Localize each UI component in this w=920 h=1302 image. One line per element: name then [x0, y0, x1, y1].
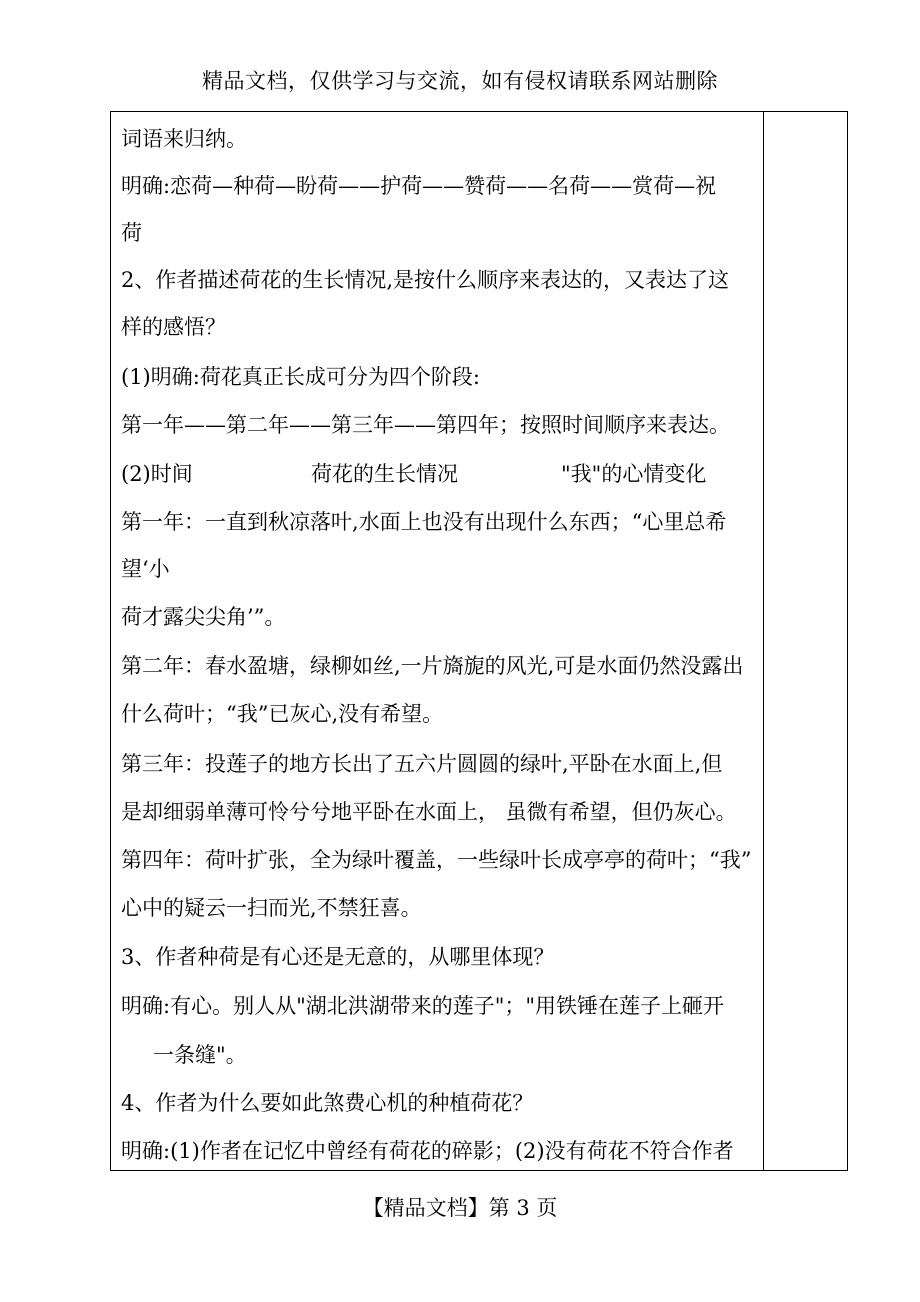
- text-line: 第三年：投莲子的地方长出了五六片圆圆的绿叶,平卧在水面上,但: [121, 752, 723, 776]
- page-footer: 【精品文档】第 3 页: [362, 1196, 558, 1220]
- text-line: 词语来归纳。: [121, 127, 247, 151]
- column-label-growth: 荷花的生长情况: [311, 462, 458, 486]
- text-line: 第四年：荷叶扩张，全为绿叶覆盖，一些绿叶长成亭亭的荷叶；“我”: [121, 848, 752, 872]
- text-line: 第一年：一直到秋凉落叶,水面上也没有出现什么东西；“心里总希: [121, 510, 727, 534]
- text-line: 荷: [121, 221, 142, 245]
- text-line: 望‘小: [121, 557, 170, 581]
- text-line: 明确:(1)作者在记忆中曾经有荷花的碎影；(2)没有荷花不符合作者: [121, 1139, 734, 1163]
- page-header: 精品文档，仅供学习与交流，如有侵权请联系网站删除: [202, 69, 718, 93]
- text-line: 是却细弱单薄可怜兮兮地平卧在水面上， 虽微有希望，但仍灰心。: [121, 800, 737, 824]
- text-line: 3、作者种荷是有心还是无意的，从哪里体现？: [121, 945, 555, 969]
- text-line: 一条缝"。: [153, 1043, 247, 1067]
- text-line: (1)明确:荷花真正长成可分为四个阶段:: [121, 365, 480, 389]
- text-line: 4、作者为什么要如此煞费心机的种植荷花？: [121, 1091, 534, 1115]
- text-line: 样的感悟？: [121, 315, 226, 339]
- text-line: 第二年：春水盈塘，绿柳如丝,一片旖旎的风光,可是水面仍然没露出: [121, 654, 744, 678]
- text-line: 2、作者描述荷花的生长情况,是按什么顺序来表达的，又表达了这: [121, 268, 730, 292]
- column-label-time: (2)时间: [121, 462, 193, 486]
- text-line: 荷才露尖尖角’”。: [121, 605, 286, 629]
- text-line: 第一年——第二年——第三年——第四年；按照时间顺序来表达。: [121, 413, 730, 437]
- text-line: 什么荷叶；“我”已灰心,没有希望。: [121, 702, 444, 726]
- column-label-mood: "我"的心情变化: [561, 462, 707, 486]
- content-table: [110, 111, 848, 1171]
- column-divider: [763, 112, 764, 1170]
- text-line: 心中的疑云一扫而光,不禁狂喜。: [121, 896, 422, 920]
- text-line: 明确:恋荷—种荷—盼荷——护荷——赞荷——名荷——赏荷—祝: [121, 174, 717, 198]
- text-line: 明确:有心。别人从"湖北洪湖带来的莲子"；"用铁锤在莲子上砸开: [121, 994, 725, 1018]
